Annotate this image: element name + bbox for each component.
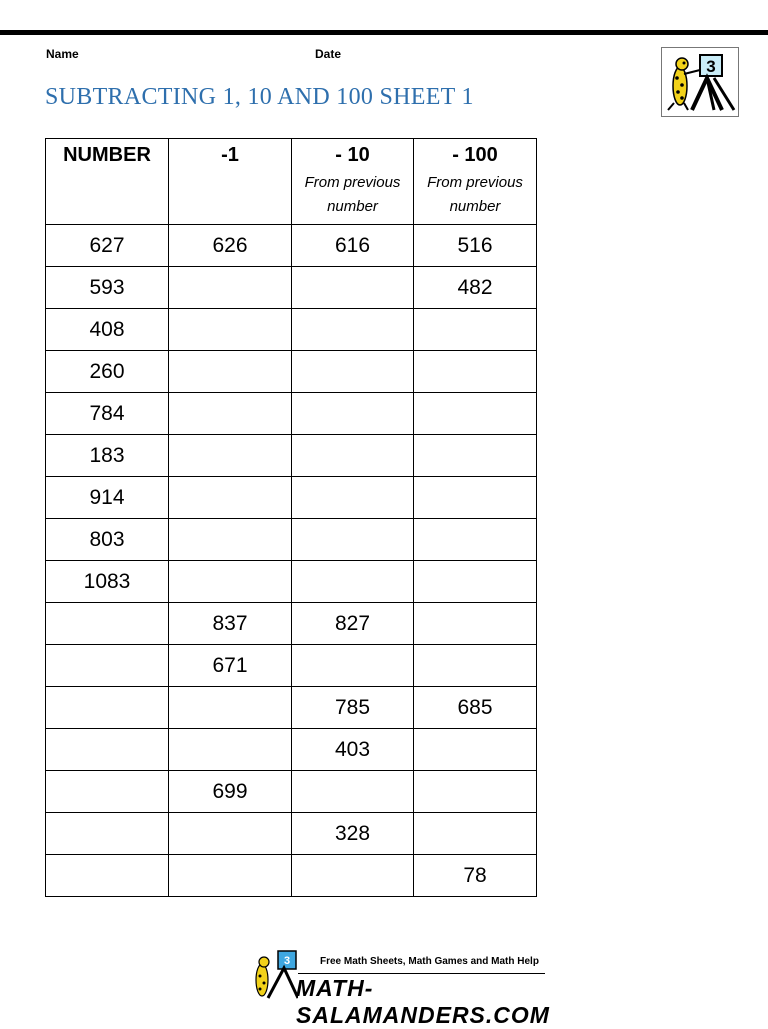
number-cell: 685 [414,687,537,729]
number-cell: 408 [46,309,169,351]
footer-tagline: Free Math Sheets, Math Games and Math Help [320,956,539,967]
column-header-label: - 100 [452,144,498,166]
answer-cell[interactable] [414,603,537,645]
salamander-logo-icon [662,48,738,116]
answer-cell[interactable] [46,771,169,813]
number-cell: 699 [169,771,292,813]
number-cell: 1083 [46,561,169,603]
number-cell: 403 [292,729,414,771]
salamander-footer-icon [248,948,298,1004]
answer-cell[interactable] [292,645,414,687]
table-row [46,687,537,729]
grade-logo [661,47,739,117]
answer-cell[interactable] [414,393,537,435]
column-header [169,139,292,225]
table-row [46,729,537,771]
table-row [46,393,537,435]
answer-cell[interactable] [292,393,414,435]
table-row [46,267,537,309]
answer-cell[interactable] [169,309,292,351]
answer-cell[interactable] [169,855,292,897]
number-cell: 914 [46,477,169,519]
answer-cell[interactable] [169,393,292,435]
worksheet-title: SUBTRACTING 1, 10 AND 100 SHEET 1 [45,84,474,110]
answer-cell[interactable] [292,309,414,351]
answer-cell[interactable] [414,561,537,603]
answer-cell[interactable] [169,813,292,855]
number-cell: 627 [46,225,169,267]
answer-cell[interactable] [169,477,292,519]
table-row [46,225,537,267]
table-row [46,477,537,519]
grade-number: 3 [706,57,716,76]
answer-cell[interactable] [292,351,414,393]
number-cell: 516 [414,225,537,267]
table-row [46,645,537,687]
answer-cell[interactable] [292,855,414,897]
answer-cell[interactable] [169,519,292,561]
footer-site-name: MATH-SALAMANDERS.COM [296,975,550,1028]
table-row [46,771,537,813]
answer-cell[interactable] [292,561,414,603]
number-cell: 183 [46,435,169,477]
name-label: Name [46,47,79,61]
number-cell: 803 [46,519,169,561]
table-row [46,561,537,603]
worksheet-table [45,138,537,897]
number-cell: 671 [169,645,292,687]
answer-cell[interactable] [414,729,537,771]
column-header-note: From previous number [427,174,523,215]
table-row [46,813,537,855]
table-row [46,435,537,477]
answer-cell[interactable] [292,519,414,561]
answer-cell[interactable] [414,477,537,519]
answer-cell[interactable] [46,603,169,645]
answer-cell[interactable] [46,813,169,855]
answer-cell[interactable] [169,267,292,309]
answer-cell[interactable] [292,477,414,519]
column-header-label: - 10 [335,144,370,166]
column-header [292,139,414,225]
table-row [46,855,537,897]
number-cell: 784 [46,393,169,435]
column-header-label: -1 [221,144,239,166]
answer-cell[interactable] [292,435,414,477]
footer-grade-number: 3 [283,955,291,967]
answer-cell[interactable] [46,729,169,771]
number-cell: 616 [292,225,414,267]
number-cell: 260 [46,351,169,393]
column-header [46,139,169,225]
answer-cell[interactable] [292,771,414,813]
table-row [46,519,537,561]
number-cell: 78 [414,855,537,897]
answer-cell[interactable] [414,519,537,561]
number-cell: 785 [292,687,414,729]
column-header-note: From previous number [304,174,401,215]
number-cell: 626 [169,225,292,267]
answer-cell[interactable] [46,687,169,729]
answer-cell[interactable] [46,855,169,897]
answer-cell[interactable] [414,351,537,393]
column-header [414,139,537,225]
answer-cell[interactable] [414,771,537,813]
number-cell: 482 [414,267,537,309]
answer-cell[interactable] [414,813,537,855]
answer-cell[interactable] [414,309,537,351]
table-header-row [46,139,537,225]
footer-logo [248,948,550,1028]
number-cell: 328 [292,813,414,855]
answer-cell[interactable] [414,435,537,477]
top-rule [0,30,768,35]
number-cell: 827 [292,603,414,645]
answer-cell[interactable] [46,645,169,687]
table-row [46,309,537,351]
number-cell: 593 [46,267,169,309]
footer-rule [298,973,545,974]
answer-cell[interactable] [169,351,292,393]
number-cell: 837 [169,603,292,645]
answer-cell[interactable] [169,729,292,771]
date-label: Date [315,47,342,61]
table-row [46,603,537,645]
answer-cell[interactable] [169,687,292,729]
answer-cell[interactable] [169,561,292,603]
answer-cell[interactable] [414,645,537,687]
column-header-label: NUMBER [63,144,151,166]
answer-cell[interactable] [292,267,414,309]
answer-cell[interactable] [169,435,292,477]
table-row [46,351,537,393]
